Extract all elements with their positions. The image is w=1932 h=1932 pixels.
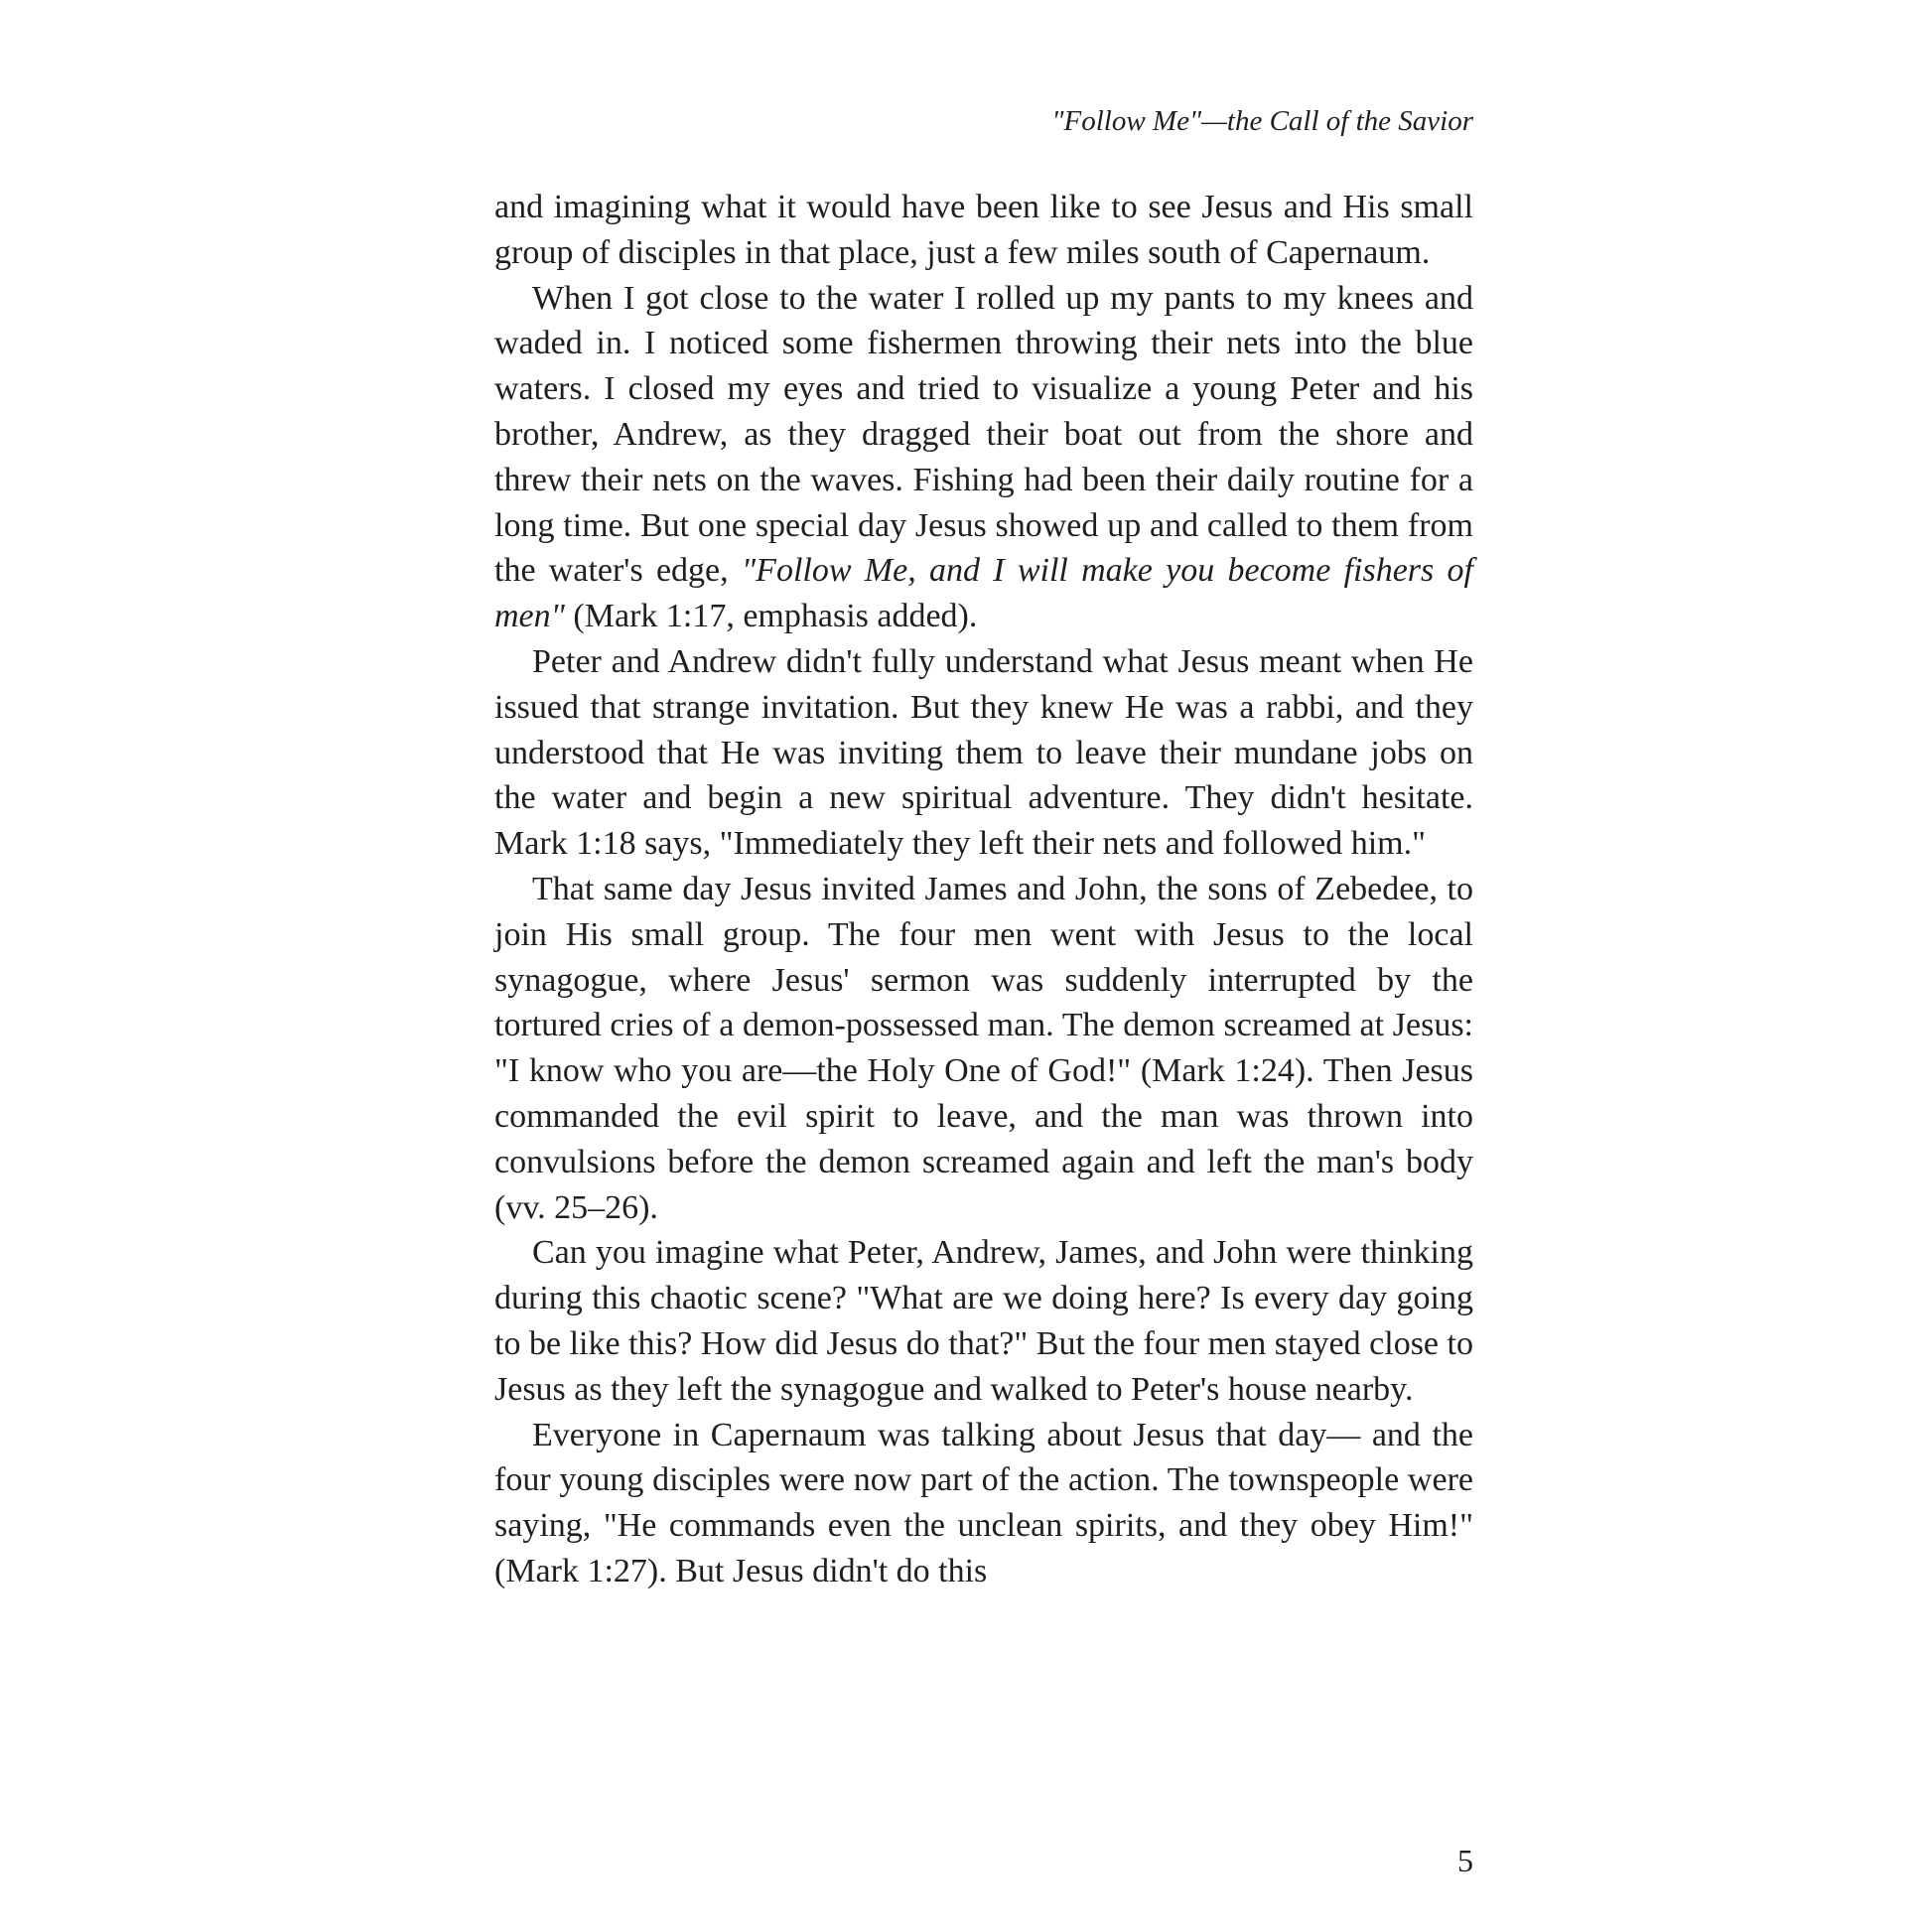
running-head: "Follow Me"—the Call of the Savior xyxy=(1051,105,1473,137)
paragraph-4: That same day Jesus invited James and John, the sons of Zebedee, to join His small group. The four men went with Jesus to the local synagogue, where Jesus' sermon was suddenly interrupted by the tortured cries of a demon-possessed man. The demon screamed at Jesus: "I know who you are—the Holy One of God!" (Mark 1:24). Then Jesus commanded the evil spirit to leave, and the man was thrown into convulsions before the demon screamed again and left the man's body (vv. 25–26). xyxy=(494,870,1473,1226)
paragraph-2 xyxy=(494,276,1473,639)
paragraph-5: Can you imagine what Peter, Andrew, James, and John were thinking during this chaotic scene? "What are we doing here? Is every day going to be like this? How did Jesus do that?" But the four men stayed close to Jesus as they left the synagogue and walked to Peter's house nearby. xyxy=(494,1234,1473,1408)
paragraph-6: Everyone in Capernaum was talking about Jesus that day— and the four young disciples were now part of the action. The townspeople were saying, "He commands even the unclean spirits, and they obey Him!" (Mark 1:27). But Jesus didn't do this xyxy=(494,1416,1473,1589)
paragraph-2-citation: (Mark 1:17, emphasis added). xyxy=(564,598,978,635)
paragraph-1: and imagining what it would have been like to see Jesus and His small group of disciples in that place, just a few miles south of Capernaum. xyxy=(494,189,1473,271)
scripture-quote-emphasis: "Follow Me, and I will make you become fishers of men" xyxy=(494,552,1473,635)
body-text xyxy=(494,185,1473,1594)
paragraph-2-text: When I got close to the water I rolled up my pants to my knees and waded in. I noticed some fishermen throwing their nets into the blue waters. I closed my eyes and tried to visualize a young Peter and his brother, Andrew, as they dragged their boat out from the shore and threw their nets on the waves. Fishing had been their daily routine for a long time. But one special day Jesus showed up and called to them from the water's edge, xyxy=(494,279,1473,590)
page-number: 5 xyxy=(1457,1843,1473,1878)
paragraph-3: Peter and Andrew didn't fully understand what Jesus meant when He issued that strange invitation. But they knew He was a rabbi, and they understood that He was inviting them to leave their mundane jobs on the water and begin a new spiritual adventure. They didn't hesitate. Mark 1:18 says, "Immediately they left their nets and followed him." xyxy=(494,642,1473,863)
